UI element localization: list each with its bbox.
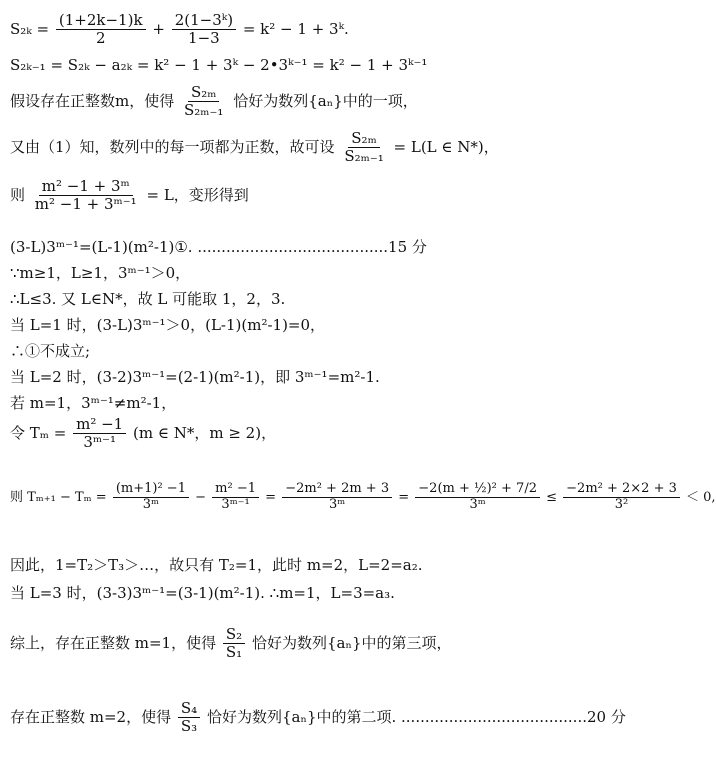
line-l3: 当 L=3 时，(3-3)3ᵐ⁻¹=(3-1)(m²-1). ∴m=1，L=3=a₃. xyxy=(10,584,395,602)
line-s2k-minus-1: S₂ₖ₋₁ = S₂ₖ − a₂ₖ = k² − 1 + 3ᵏ − 2•3ᵏ⁻¹ = k² − 1 + 3ᵏ⁻¹ xyxy=(10,56,428,74)
line-assume: 假设存在正整数m，使得 $\frac{\text{S₂ₘ}}{\text{S₂ₘ₋₁}}$ 恰好为数列{aₙ}中的一项， xyxy=(10,83,418,120)
fraction: $\frac{\text{m² −1}}{\text{3ᵐ⁻¹}}$ xyxy=(73,416,126,452)
fraction: $\frac{\text{m² −1 + 3ᵐ}}{\text{m² −1 + 3ᵐ⁻¹}}$ xyxy=(34,177,137,214)
line-since: ∵m≥1，L≥1，3ᵐ⁻¹＞0， xyxy=(10,264,191,282)
line-m1: 若 m=1，3ᵐ⁻¹≠m²-1， xyxy=(10,394,177,412)
fraction: $\frac{\text{−2(m + ½)² + 7/2}}{\text{3ᵐ}}$ xyxy=(415,482,540,513)
fraction: $\frac{(1+2k-1)k}{2}$ xyxy=(56,12,146,48)
line-conclusion-2: 存在正整数 m=2，使得 $\frac{\text{S₄}}{\text{S₃}}$ 恰好为数列{aₙ}中的第二项. .......................................20 分 xyxy=(10,699,626,736)
line-then: 则 $\frac{\text{m² −1 + 3ᵐ}}{\text{m² −1 + 3ᵐ⁻¹}}$ = L，变形得到 xyxy=(10,177,249,214)
fraction: $\frac{\text{2(1−3ᵏ)}}{1-3}$ xyxy=(172,12,236,48)
s2k-label: S₂ₖ = xyxy=(10,19,50,38)
fraction: $\frac{\text{S₂}}{\text{S₁}}$ xyxy=(223,626,245,662)
fraction: $\frac{\text{S₄}}{\text{S₃}}$ xyxy=(178,700,200,736)
fraction: $\frac{\text{−2m² + 2×2 + 3}}{\text{3²}}$ xyxy=(563,482,680,513)
fraction: $\frac{\text{S₂ₘ}}{\text{S₂ₘ₋₁}}$ xyxy=(184,83,224,120)
fraction: $\frac{\text{(m+1)² −1}}{\text{3ᵐ}}$ xyxy=(113,482,189,513)
line-also: 又由（1）知，数列中的每一项都为正数，故可设 $\frac{\text{S₂ₘ}}{\text{S₂ₘ₋₁}}$ = L(L ∈ N*)， xyxy=(10,129,499,166)
fraction: $\frac{\text{S₂ₘ}}{\text{S₂ₘ₋₁}}$ xyxy=(344,129,384,166)
line-s2k: S₂ₖ = $\frac{(1+2k-1)k}{2}$ + $\frac{\text{2(1−3ᵏ)}}{1-3}$ = k² − 1 + 3ᵏ. xyxy=(10,11,349,48)
line-l1: 当 L=1 时，(3-L)3ᵐ⁻¹＞0，(L-1)(m²-1)=0， xyxy=(10,316,326,334)
line-therefore: ∴L≤3. 又 L∈N*，故 L 可能取 1，2，3. xyxy=(10,290,286,308)
line-conclusion-1: 综上，存在正整数 m=1，使得 $\frac{\text{S₂}}{\text{S₁}}$ 恰好为数列{aₙ}中的第三项， xyxy=(10,625,452,662)
line-define-t: 令 Tₘ = $\frac{\text{m² −1}}{\text{3ᵐ⁻¹}}$ (m ∈ N*，m ≥ 2)， xyxy=(10,415,277,452)
line-l2: 当 L=2 时，(3-2)3ᵐ⁻¹=(2-1)(m²-1)，即 3ᵐ⁻¹=m²-1. xyxy=(10,368,380,386)
line-hence: 因此，1=T₂＞T₃＞…，故只有 T₂=1，此时 m=2，L=2=a₂. xyxy=(10,556,423,574)
line-eq1: (3-L)3ᵐ⁻¹=(L-1)(m²-1)①. ........................................15 分 xyxy=(10,238,427,256)
line-invalid: ∴①不成立; xyxy=(10,342,91,360)
fraction: $\frac{\text{−2m² + 2m + 3}}{\text{3ᵐ}}$ xyxy=(282,482,392,513)
fraction: $\frac{\text{m² −1}}{\text{3ᵐ⁻¹}}$ xyxy=(212,482,259,513)
line-difference: 则 Tₘ₊₁ − Tₘ = $\frac{\text{(m+1)² −1}}{\text{3ᵐ}}$ − $\frac{\text{m² −1}}{\text{3ᵐ⁻¹}}$ = $\frac{\text{−2m² + 2m + 3}}{\text{3ᵐ}}$ = $\frac{\text{−2(m + ½)² + 7/2}}{\text{3ᵐ}}$ ≤ $\frac{\text{−2m² + 2×2 + 3}}{\text{3²}}$ ＜ 0, xyxy=(10,481,716,512)
